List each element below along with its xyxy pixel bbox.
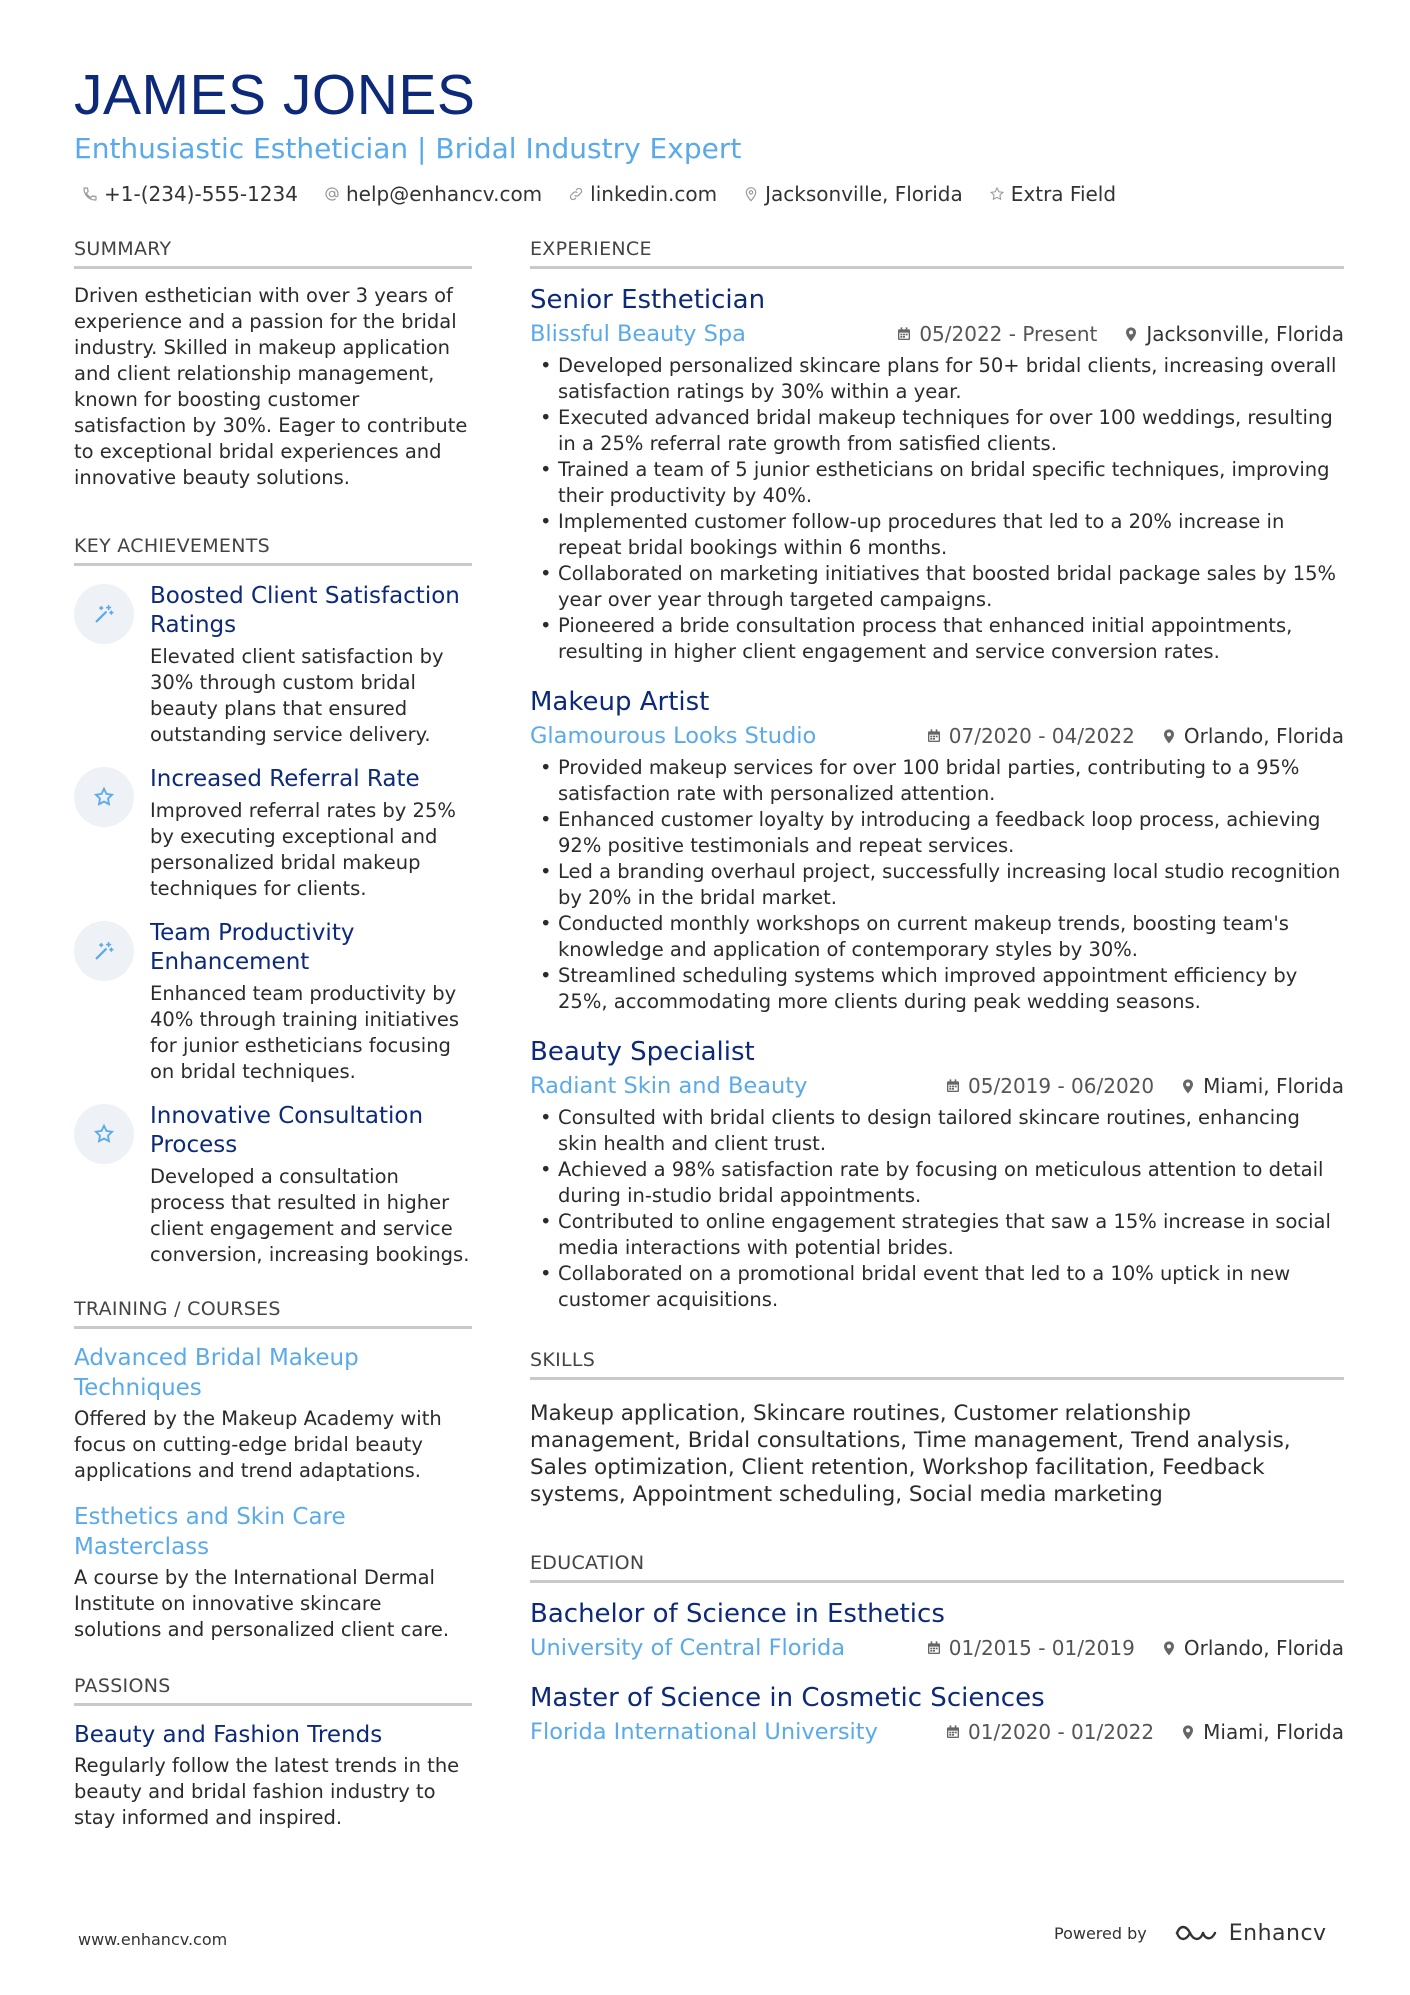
school-name: University of Central Florida xyxy=(530,1635,846,1661)
job-dates-text: 05/2019 - 06/2020 xyxy=(968,1074,1155,1098)
powered-by-label: Powered by xyxy=(1054,1923,1147,1943)
job-location-text: Miami, Florida xyxy=(1203,1074,1344,1098)
enhancv-logo-icon xyxy=(1173,1920,1219,1946)
bullet-item: • Contributed to online engagement strategies that saw a 15% increase in social media interactions with potential brides. xyxy=(530,1209,1344,1261)
summary-section xyxy=(74,238,472,491)
location-icon xyxy=(1161,728,1177,744)
bullet-item: • Consulted with bridal clients to design tailored skincare routines, enhancing skin health and client trust. xyxy=(530,1105,1344,1157)
training-section xyxy=(74,1298,472,1643)
footer-branding xyxy=(1054,1920,1327,1946)
footer-website[interactable]: www.enhancv.com xyxy=(78,1930,228,1949)
degree-title: Bachelor of Science in Esthetics xyxy=(530,1599,945,1629)
link-icon xyxy=(568,186,584,202)
bullet-item: • Provided makeup services for over 100 bridal parties, contributing to a 95% satisfaction rate with personalized attention. xyxy=(530,755,1344,807)
course-title: Advanced Bridal Makeup Techniques xyxy=(74,1345,359,1401)
contact-location-text: Jacksonville, Florida xyxy=(765,182,963,206)
course-desc: A course by the International Dermal Institute on innovative skincare solutions and personalized client care. xyxy=(74,1566,450,1641)
job-dates xyxy=(926,724,1135,748)
calendar-icon xyxy=(945,1078,961,1094)
passion-desc: Regularly follow the latest trends in the beauty and bridal fashion industry to stay informed and inspired. xyxy=(74,1754,460,1829)
achievement-desc: Improved referral rates by 25% by executing exceptional and personalized bridal makeup techniques for clients. xyxy=(150,799,456,900)
contact-email[interactable] xyxy=(324,182,542,206)
job-dates xyxy=(945,1074,1154,1098)
contact-linkedin[interactable] xyxy=(568,182,717,206)
passions-heading: PASSIONS xyxy=(74,1675,472,1706)
education-dates xyxy=(926,1636,1135,1660)
achievement-badge xyxy=(74,584,134,644)
achievement-badge xyxy=(74,767,134,827)
summary-text: Driven esthetician with over 3 years of experience and a passion for the bridal industry. Skilled in makeup application and client relationship management, known for boosting customer satisfaction by 30%. Eager to contribute to exceptional bridal experiences and innovative beauty solutions. xyxy=(74,284,468,489)
job-dates xyxy=(896,322,1097,346)
resume-header xyxy=(74,62,1344,206)
job-location-text: Orlando, Florida xyxy=(1183,724,1344,748)
star-icon xyxy=(93,1123,115,1145)
passions-section xyxy=(74,1675,472,1831)
achievement-item xyxy=(74,1102,472,1268)
bullet-item: • Conducted monthly workshops on current makeup trends, boosting team's knowledge and application of contemporary styles by 30%. xyxy=(530,911,1344,963)
school-name: Florida International University xyxy=(530,1719,878,1745)
job-entry xyxy=(530,1035,1344,1313)
star-icon xyxy=(989,186,1005,202)
education-dates xyxy=(945,1720,1154,1744)
contact-extra-text: Extra Field xyxy=(1010,182,1117,206)
education-location xyxy=(1161,1636,1344,1660)
calendar-icon xyxy=(926,1640,942,1656)
achievement-title: Innovative Consultation Process xyxy=(150,1103,424,1158)
achievements-section xyxy=(74,535,472,1268)
bullet-item: • Pioneered a bride consultation process that enhanced initial appointments, resulting in higher client engagement and service conversion rates. xyxy=(530,613,1344,665)
job-location xyxy=(1123,322,1344,346)
job-entry xyxy=(530,685,1344,1015)
achievement-badge xyxy=(74,1104,134,1164)
job-bullets xyxy=(530,755,1344,1015)
location-icon xyxy=(1123,326,1139,342)
location-icon xyxy=(1180,1078,1196,1094)
experience-heading: EXPERIENCE xyxy=(530,238,1344,269)
achievement-desc: Elevated client satisfaction by 30% through custom bridal beauty plans that ensured outstanding service delivery. xyxy=(150,645,444,746)
brand-name: Enhancv xyxy=(1228,1920,1327,1946)
candidate-headline: Enthusiastic Esthetician | Bridal Industry Expert xyxy=(74,132,742,165)
job-location xyxy=(1180,1074,1344,1098)
achievement-desc: Developed a consultation process that resulted in higher client engagement and service conversion, increasing bookings. xyxy=(150,1165,470,1266)
education-entry xyxy=(530,1597,1344,1663)
contact-email-text: help@enhancv.com xyxy=(345,182,543,206)
job-bullets xyxy=(530,1105,1344,1313)
training-heading: TRAINING / COURSES xyxy=(74,1298,472,1329)
at-icon xyxy=(324,186,340,202)
job-dates-text: 07/2020 - 04/2022 xyxy=(948,724,1135,748)
education-location xyxy=(1180,1720,1344,1744)
magic-wand-icon xyxy=(93,603,115,625)
company-name: Blissful Beauty Spa xyxy=(530,321,746,347)
skills-section xyxy=(530,1349,1344,1508)
skills-heading: SKILLS xyxy=(530,1349,1344,1380)
job-title: Beauty Specialist xyxy=(530,1037,755,1067)
job-location-text: Jacksonville, Florida xyxy=(1146,322,1344,346)
location-icon xyxy=(743,186,759,202)
job-title: Senior Esthetician xyxy=(530,285,766,315)
bullet-item: • Implemented customer follow-up procedures that led to a 20% increase in repeat bridal bookings within 6 months. xyxy=(530,509,1344,561)
left-column xyxy=(74,238,472,1831)
location-icon xyxy=(1180,1724,1196,1740)
achievement-title: Boosted Client Satisfaction Ratings xyxy=(150,583,460,638)
job-entry xyxy=(530,283,1344,665)
achievement-title: Increased Referral Rate xyxy=(150,766,420,792)
job-dates-text: 05/2022 - Present xyxy=(919,322,1098,346)
experience-section xyxy=(530,238,1344,1313)
passion-title: Beauty and Fashion Trends xyxy=(74,1722,383,1748)
location-icon xyxy=(1161,1640,1177,1656)
company-name: Radiant Skin and Beauty xyxy=(530,1073,808,1099)
phone-icon xyxy=(82,186,98,202)
company-name: Glamourous Looks Studio xyxy=(530,723,817,749)
achievement-badge xyxy=(74,921,134,981)
achievement-item xyxy=(74,765,472,902)
skills-text: Makeup application, Skincare routines, Customer relationship management, Bridal consultations, Time management, Trend analysis, Sales optimization, Client retention, Workshop facilitation, Feedback systems, Appointment scheduling, Social media marketing xyxy=(530,1401,1291,1507)
magic-wand-icon xyxy=(93,940,115,962)
contact-extra xyxy=(989,182,1116,206)
course-item xyxy=(74,1502,472,1643)
contact-phone-text: +1-(234)-555-1234 xyxy=(104,182,298,206)
bullet-item: • Collaborated on a promotional bridal event that led to a 10% uptick in new customer acquisitions. xyxy=(530,1261,1344,1313)
contact-phone[interactable] xyxy=(82,182,298,206)
job-bullets xyxy=(530,353,1344,665)
calendar-icon xyxy=(896,326,912,342)
passion-item xyxy=(74,1720,472,1831)
education-section xyxy=(530,1552,1344,1747)
star-icon xyxy=(93,786,115,808)
bullet-item: • Developed personalized skincare plans for 50+ bridal clients, increasing overall satisfaction ratings by 30% within a year. xyxy=(530,353,1344,405)
education-entry xyxy=(530,1681,1344,1747)
achievement-title: Team Productivity Enhancement xyxy=(150,920,355,975)
bullet-item: • Enhanced customer loyalty by introducing a feedback loop process, achieving 92% positive testimonials and repeat services. xyxy=(530,807,1344,859)
course-desc: Offered by the Makeup Academy with focus on cutting-edge bridal beauty applications and trend adaptations. xyxy=(74,1407,442,1482)
contact-bar xyxy=(74,182,1344,206)
course-title: Esthetics and Skin Care Masterclass xyxy=(74,1504,346,1560)
education-heading: EDUCATION xyxy=(530,1552,1344,1583)
bullet-item: • Streamlined scheduling systems which improved appointment efficiency by 25%, accommodating more clients during peak wedding seasons. xyxy=(530,963,1344,1015)
achievement-item xyxy=(74,919,472,1085)
bullet-item: • Led a branding overhaul project, successfully increasing local studio recognition by 20% in the bridal market. xyxy=(530,859,1344,911)
candidate-name: JAMES JONES xyxy=(74,63,476,127)
summary-heading: SUMMARY xyxy=(74,238,472,269)
course-item xyxy=(74,1343,472,1484)
bullet-item: • Achieved a 98% satisfaction rate by focusing on meticulous attention to detail during in-studio bridal appointments. xyxy=(530,1157,1344,1209)
calendar-icon xyxy=(926,728,942,744)
job-title: Makeup Artist xyxy=(530,687,710,717)
calendar-icon xyxy=(945,1724,961,1740)
right-column xyxy=(530,238,1344,1765)
contact-location xyxy=(743,182,963,206)
bullet-item: • Collaborated on marketing initiatives that boosted bridal package sales by 15% year over year through targeted campaigns. xyxy=(530,561,1344,613)
achievement-item xyxy=(74,582,472,748)
education-location-text: Orlando, Florida xyxy=(1183,1636,1344,1660)
achievements-heading: KEY ACHIEVEMENTS xyxy=(74,535,472,566)
degree-title: Master of Science in Cosmetic Sciences xyxy=(530,1683,1045,1713)
contact-linkedin-text: linkedin.com xyxy=(590,182,718,206)
bullet-item: • Trained a team of 5 junior estheticians on bridal specific techniques, improving their productivity by 40%. xyxy=(530,457,1344,509)
achievement-desc: Enhanced team productivity by 40% through training initiatives for junior estheticians focusing on bridal techniques. xyxy=(150,982,460,1083)
bullet-item: • Executed advanced bridal makeup techniques for over 100 weddings, resulting in a 25% referral rate growth from satisfied clients. xyxy=(530,405,1344,457)
job-location xyxy=(1161,724,1344,748)
education-location-text: Miami, Florida xyxy=(1203,1720,1344,1744)
education-dates-text: 01/2020 - 01/2022 xyxy=(968,1720,1155,1744)
education-dates-text: 01/2015 - 01/2019 xyxy=(948,1636,1135,1660)
